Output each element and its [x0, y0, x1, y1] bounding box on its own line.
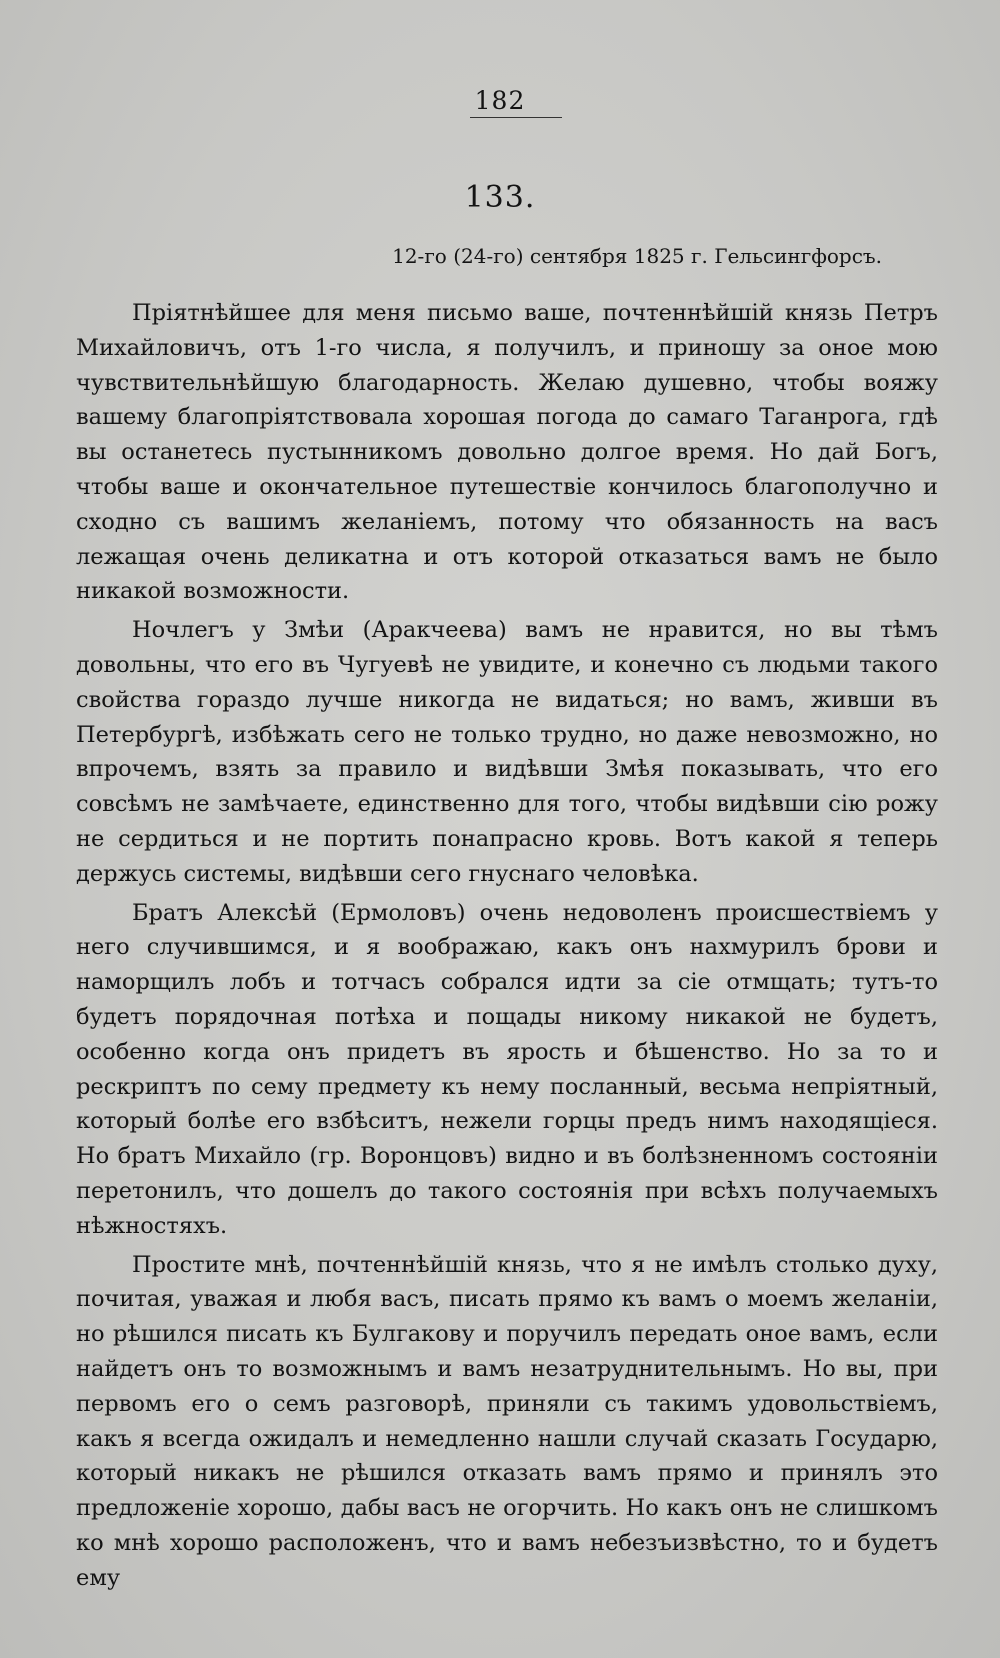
- page-number: 182: [474, 86, 526, 115]
- letter-dateline: 12-го (24-го) сентября 1825 г. Гельсингфорсъ.: [392, 244, 882, 268]
- paragraph: Простите мнѣ, почтеннѣйшій князь, что я не имѣлъ столько духу, почитая, уважая и любя васъ, писать прямо къ вамъ о моемъ желаніи, но рѣшился писать къ Булгакову и поручилъ передать оное вамъ, если найдетъ онъ то возможнымъ и вамъ незатруднительнымъ. Но вы, при первомъ его о семъ разговорѣ, приняли съ такимъ удовольствіемъ, какъ я всегда ожидалъ и немедленно нашли случай сказать Государю, который никакъ не рѣшился отказать вамъ прямо и принялъ это предложеніе хорошо, дабы васъ не огорчить. Но какъ онъ не слишкомъ ко мнѣ хорошо расположенъ, что и вамъ небезъизвѣстно, то и будетъ ему: [76, 1251, 938, 1591]
- letter-number: 133.: [464, 180, 536, 215]
- letter-body: [76, 296, 938, 1599]
- paragraph: Братъ Алексѣй (Ермоловъ) очень недоволенъ происшествіемъ у него случившимся, и я воображаю, какъ онъ нахмурилъ брови и наморщилъ лобъ и тотчасъ собрался идти за сіе отмщать; тутъ-то будетъ порядочная потѣха и пощады никому никакой не будетъ, особенно когда онъ придетъ въ ярость и бѣшенство. Но за то и рескриптъ по сему предмету къ нему посланный, весьма непріятный, который болѣе его взбѣситъ, нежели горцы предъ нимъ находящіеся. Но братъ Михайло (гр. Воронцовъ) видно и въ болѣзненномъ состояніи перетонилъ, что дошелъ до такого состоянія при всѣхъ получаемыхъ нѣжностяхъ.: [76, 899, 938, 1239]
- paragraph: Ночлегъ у Змѣи (Аракчеева) вамъ не нравится, но вы тѣмъ довольны, что его въ Чугуевѣ не увидите, и конечно съ людьми такого свойства гораздо лучше никогда не видаться; но вамъ, живши въ Петербургѣ, избѣжать сего не только трудно, но даже невозможно, но впрочемъ, взять за правило и видѣвши Змѣя показывать, что его совсѣмъ не замѣчаете, единственно для того, чтобы видѣвши сію рожу не сердиться и не портить понапрасно кровь. Вотъ какой я теперь держусь системы, видѣвши сего гнуснаго человѣка.: [76, 617, 938, 887]
- header-rule: [470, 117, 562, 118]
- paragraph: Пріятнѣйшее для меня письмо ваше, почтеннѣйшій князь Петръ Михайловичъ, отъ 1-го числа, я получилъ, и приношу за оное мою чувствительнѣйшую благодарность. Желаю душевно, чтобы вояжу вашему благопріятствовала хорошая погода до самаго Таганрога, гдѣ вы останетесь пустынникомъ довольно долгое время. Но дай Богъ, чтобы ваше и окончательное путешествіе кончилось благополучно и сходно съ вашимъ желаніемъ, потому что обязанность на васъ лежащая очень деликатна и отъ которой отказаться вамъ не было никакой возможности.: [76, 300, 938, 605]
